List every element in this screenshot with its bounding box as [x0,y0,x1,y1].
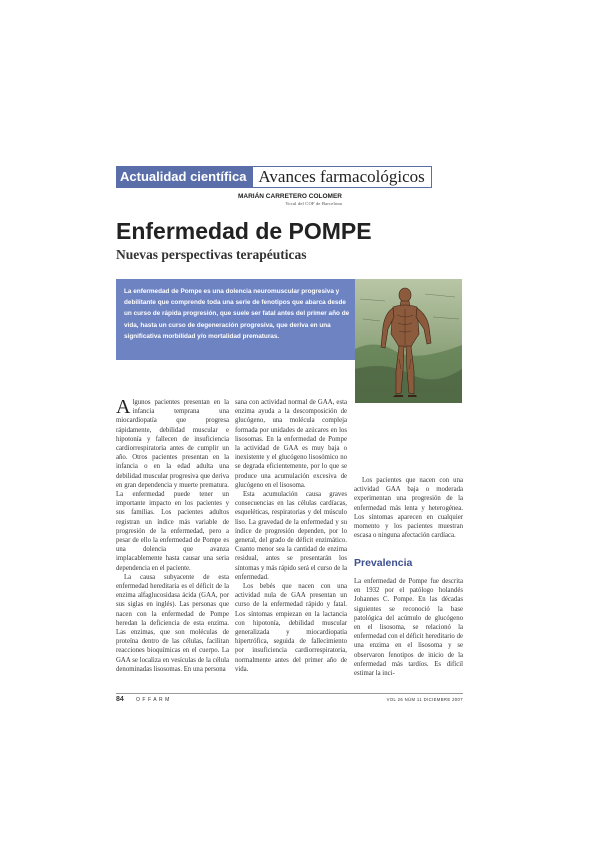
body-column-3 [354,476,463,540]
page-number: 84 [116,696,124,703]
paragraph: Los pacientes que nacen con una actividad GAA baja o moderada experimentan una progresión de la enfermedad más lenta y heterogénea. Los síntomas aparecen en cualquier momento y los pacientes muestran escasa o ninguna afectación cardíaca. [354,477,463,540]
issue-info: VOL 26 NÚM 11 DICIEMBRE 2007 [386,697,463,702]
paragraph: Los bebés que nacen con una actividad nula de GAA presentan un curso de la enfermedad rápido y fatal. Los síntomas empiezan en la lactancia con hipotonía, debilidad muscular generalizada y miocardiopatía hipertrófica, seguida de fallecimiento por insuficiencia cardiorrespiratoria, normalmente antes del primer año de vida. [235,583,347,673]
section-heading-prevalencia: Prevalencia [354,557,413,569]
article-title: Enfermedad de POMPE [116,218,372,244]
article-subtitle: Nuevas perspectivas terapéuticas [116,247,307,262]
anatomical-illustration [355,279,462,403]
body-column-1 [116,398,229,674]
section-category: Actualidad científica [116,166,252,188]
journal-name: OFFARM [136,697,172,703]
author-affiliation: Vocal del COF de Barcelona [285,201,342,206]
paragraph: sana con actividad normal de GAA, esta enzima ayuda a la descomposición de glucógeno, una molécula compleja formada por unidades de azúcares en los lisosomas. En la enfermedad de Pompe la actividad de GAA es muy baja o inexistente y el glucógeno lisosómico no se degrada eficientemente, por lo que se produce una acumulación excesiva de glucógeno en el lisosoma. [235,399,347,489]
footer-rule [116,693,463,694]
paragraph: Esta acumulación causa graves consecuencias en las células cardíacas, esqueléticas, respiratorias y del músculo liso. La gravedad de la enfermedad y su índice de progresión dependen, por lo general, del grado de déficit enzimático. Cuanto menor sea la cantidad de enzima residual, antes se presentarán los síntomas y más rápido será el curso de la enfermedad. [235,491,347,581]
paragraph: Algunos pacientes presentan en la infancia temprana una miocardiopatía que progresa rápidamente, debilidad muscular e hipotonía y fallecen de insuficiencia cardiorrespiratoria antes de cumplir un año. Otros pacientes presentan en la infancia o en la edad adulta una debilidad muscular progresiva que deriva en gran dependencia y muerte prematura. La enfermedad puede tener un importante impacto en los pacientes y sus familias. Los pacientes adultos registran un índice más variable de progresión de la enfermedad, pero a pesar de ello la enfermedad de Pompe es una dolencia que avanza implacablemente hasta causar una seria dependencia en el paciente. [116,396,229,572]
body-column-4 [354,577,463,678]
abstract-text: La enfermedad de Pompe es una dolencia neuromuscular progresiva y debilitante que comprende toda una serie de fenotipos que abarca desde un curso de rápida progresión, que suele ser fatal antes del primer año de vida, hasta un curso de degeneración progresiva, que deriva en una significativa morbilidad y/o mortalidad prematuras. [124,288,350,340]
body-column-2 [235,398,347,674]
author-name: MARIÁN CARRETERO COLOMER [238,193,342,200]
paragraph: La causa subyacente de esta enfermedad hereditaria es el déficit de la enzima alfaglucosidasa ácida (GAA, por sus siglas en inglés). Las personas que nacen con la enfermedad de Pompe heredan la deficiencia de esta enzima. Las enzimas, que son moléculas de proteína dentro de las células, facilitan reacciones bioquímicas en el cuerpo. La GAA se localiza en vesículas de la célula denominadas lisosomas. En una persona [116,573,229,673]
paragraph: La enfermedad de Pompe fue descrita en 1932 por el patólogo holandés Johannes C. Pompe. En las décadas siguientes se reconoció la base patológica del acúmulo de glucógeno en el lisosoma, se relacionó la enfermedad con el déficit hereditario de una enzima en el lisosoma y se observaron fenotipos de inicio de la enfermedad más tardíos. Es difícil estimar la inci- [354,578,463,678]
section-name: Avances farmacológicos [252,166,431,188]
drop-cap: A [116,396,131,418]
section-header [116,166,432,188]
